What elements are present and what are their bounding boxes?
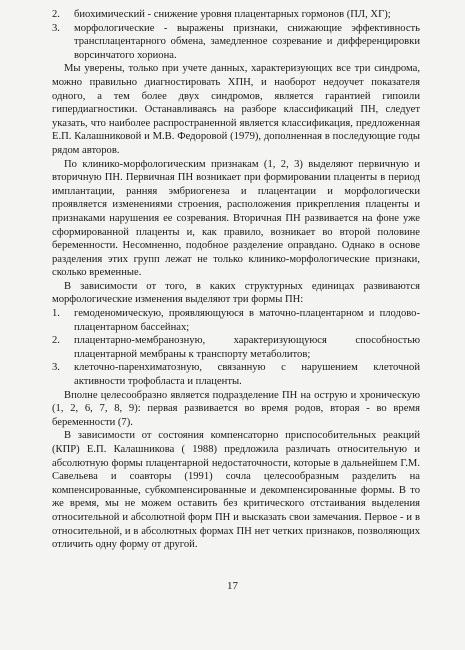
page-number: 17 — [227, 580, 238, 592]
list-text: гемоденомическую, проявляющуюся в маточно-плацентарном и плодово-плацентарном бассейнах; — [74, 308, 420, 333]
paragraph: Вполне целесообразно является подразделение ПН на острую и хроническую (1, 2, 6, 7, 8, 9): первая развивается во время родов, вторая - во время беременности (7). — [52, 389, 420, 428]
body-text — [52, 8, 420, 552]
list-number: 3. — [52, 22, 60, 34]
paragraph: По клинико-морфологическим признакам (1, 2, 3) выделяют первичную и вторичную ПН. Первичная ПН возникает при формировании плаценты в период имплантации, ранняя эмбриогенеза и плацентации и морфологически проявляется изменениями строения, расположения прикрепления плаценты и признаками нарушения ее созревания. Вторичная ПН развивается на фоне уже сформированной плаценты и, как правило, возникает во второй половине беременности. Несомненно, подобное разделение оправдано. Однако в основе разделения этих групп лежат не только клинико-морфологические признаки, сколько временные. — [52, 158, 420, 279]
list-item — [52, 22, 420, 63]
list-item — [52, 361, 420, 388]
list-number: 1. — [52, 308, 60, 320]
list-text: плацентарно-мембранозную, характеризующуюся способностью плацентарной мембраны к транспорту метаболитов; — [74, 335, 420, 360]
paragraph: В зависимости от состояния компенсаторно приспособительных реакций (КПР) Е.П. Калашникова ( 1988) предложила различать относительную и абсолютную формы плацентарной недостаточности, которые в дальнейшем Г.М. Савельева и соавторы (1991) сочла целесообразным разделить на компенсированные, субкомпенсированные и декомпенсированные формы. В то же время, мы не можем оставить без критического отстаивания выделения относительной и абсолютной форм ПН и высказать свои замечания. Первое - и в относительной, и в абсолютных формах ПН нет четких признаков, позволяющих отличить одну форму от другой. — [52, 430, 420, 551]
list-number: 2. — [52, 335, 60, 347]
list-item — [52, 8, 420, 22]
list-item — [52, 307, 420, 334]
list-number: 3. — [52, 362, 60, 374]
list-text: морфологические - выражены признаки, снижающие эффективность трансплацентарного обмена, замедленное созревание и дифференцировки ворсинчатого хориона. — [74, 22, 420, 61]
paragraph: В зависимости от того, в каких структурных единицах развиваются морфологические изменения выделяют три формы ПН: — [52, 280, 420, 306]
list-text: биохимический - снижение уровня плацентарных гормонов (ПЛ, ХГ); — [74, 9, 391, 20]
list-number: 2. — [52, 9, 60, 20]
list-text: клеточно-паренхиматозную, связанную с нарушением клеточной активности трофобласта и плаценты. — [74, 362, 420, 388]
list-item — [52, 334, 420, 361]
paragraph: Мы уверены, только при учете данных, характеризующих все три синдрома, можно правильно диагностировать ХПН, и наоборот недоучет показателя одного, а тем более двух синдромов, является гарантией гипоили гипердиагностики. Останавливаясь на разборе классификаций ПН, следует указать, что наиболее распространенной является классификация, предложенная Е.П. Калашниковой и М.В. Федоровой (1979), дополненная в последующие годы рядом авторов. — [52, 63, 420, 156]
